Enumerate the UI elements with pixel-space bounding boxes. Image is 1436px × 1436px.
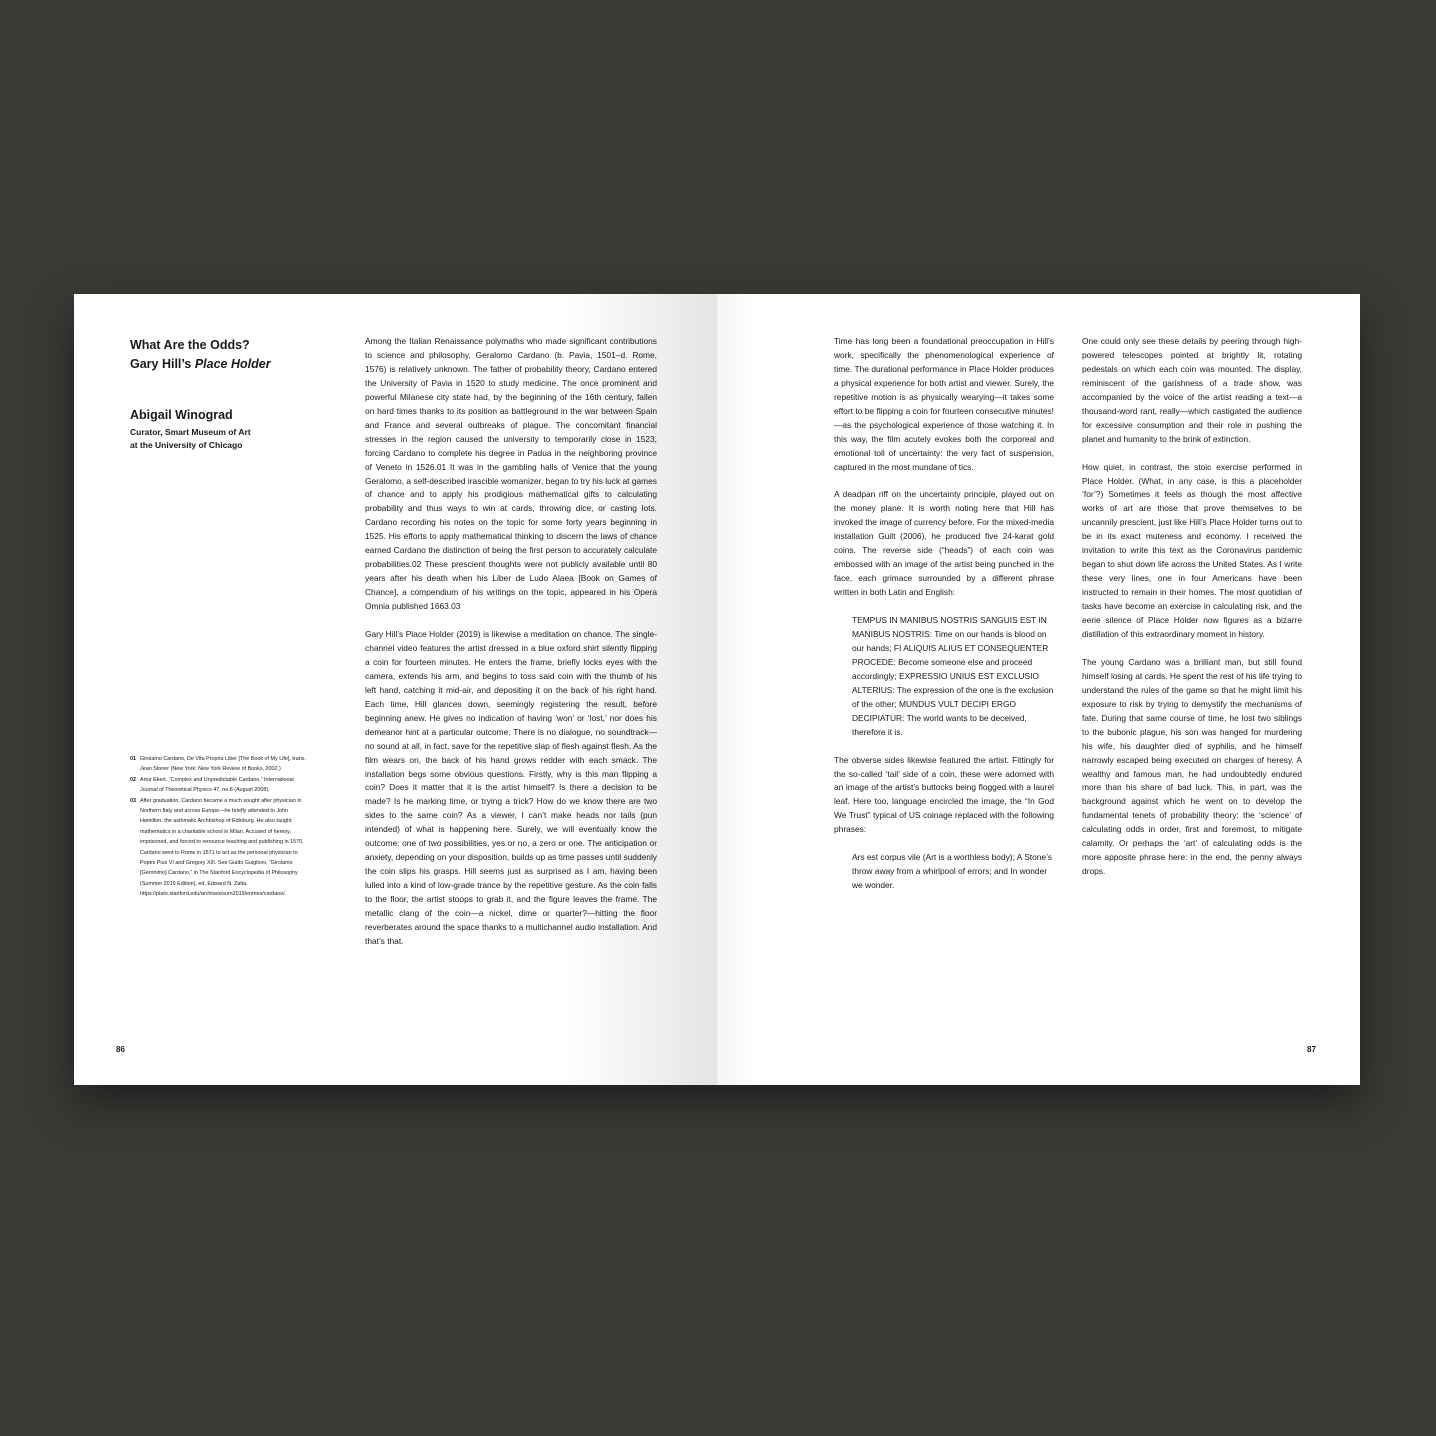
footnote-text: Girolamo Cardano, De Vita Propria Liber [The Book of My Life], trans. Jean Stoner (New York: New York Review of Books, 2002.) [140,756,306,773]
title-line-2-italic: Place Holder [194,357,271,371]
page-number-left: 86 [116,1045,125,1054]
footnote-01 [130,754,308,775]
footnotes [130,754,308,900]
footnote-text: After graduation, Cardano became a much sought after physician in Northern Italy and across Europe—he briefly attended to John Hamilton, the asthmatic Archbishop of Edinburg. He also taught mathematics in a charitable school in Milan. Accused of heresy, imprisoned, and forced to renounce teaching and publishing in 1570, Cardano went to Rome in 1571 to act as the personal physician to Popes Pius VI and Gregory XIII. See Guido Guiglioni, “Girolamo [Geronimo] Cardano,” in The Stanford Encyclopedia of Philosophy (Summer 2019 Edition), ed. Edward N. Zalta, https://plato.stanford.edu/archives/sum2019/entries/cardano/. [140,797,304,898]
author-affiliation [130,426,330,452]
affiliation-line-1: Curator, Smart Museum of Art [130,427,251,437]
book-spread [74,294,1360,1085]
page-number-right: 87 [1307,1045,1316,1054]
author-name: Abigail Winograd [130,408,233,422]
body-paragraph-1: Among the Italian Renaissance polymaths who made significant contributions to science and philosophy, Geralomo Cardano (b. Pavia, 1501–d. Rome, 1576) is relatively unknown. The father of probability theory, Cardano entered the University of Pavia in 1520 to study medicine. The once prominent and powerful Milanese city state had, by the beginning of the 16th century, fallen on hard times thanks to its position as battleground in the war between Spain and France and several outbreaks of plague. The concomitant financial stresses in the region caused the university to temporarily close in 1523, forcing Cardano to complete his degree in Padua in the neighboring province of Veneto in 1526.01 It was in the gambling halls of Venice that the young Geralomo, a self-described irascible womanizer, began to try his luck at games of chance and to apply his prodigious mathematical gifts to calculating probability and thus ways to win at cards, throwing dice, or casting lots. Cardano recording his notes on the topic for some forty years beginning in 1525. His efforts to apply mathematical thinking to discern the laws of chance earned Cardano the distinction of being the first person to accurately calculate probabilities.02 These prescient thoughts were not publicly available until 80 years after his death when his Liber de Ludo Alaea [Book on Games of Chance], a compendium of his writings on the topic, appeared in his Opera Omnia published 1663.03 [365,336,657,612]
title-line-2-prefix: Gary Hill’s [130,357,195,371]
tail-phrases-quote: Ars est corpus vile (Art is a worthless body); A Stone’s throw away from a whirlpool of errors; and In wonder we wonder. [852,852,1052,891]
right-page [717,294,1360,1085]
title-line-1: What Are the Odds? [130,338,250,352]
right-column-1 [834,335,1054,907]
left-body-column [365,335,657,963]
right-column-2 [1082,335,1302,893]
footnote-03 [130,796,308,900]
left-page [74,294,717,1085]
body-paragraph-6: One could only see these details by peering through high-powered telescopes pointed at brightly lit, rotating pedestals on which each coin was mounted. The display, reminiscent of the garishness of a trade show, was accompanied by the voice of the artist reading a text—a thousand-word rant, really—which castigated the audience for excessive consumption and their role in pushing the planet and humanity to the brink of extinction. [1082,336,1302,444]
footnote-number: 01 [130,756,136,762]
latin-phrases-quote: TEMPUS IN MANIBUS NOSTRIS SANGUIS EST IN MANIBUS NOSTRIS: Time on our hands is blood on our hands; FI ALIQUIS ALIUS ET CONSEQUENTER PROCEDE: Become someone else and proceed accordingly; EXPRESSIO UNIUS EST EXCLUSIO ALTERIUS: The expression of the one is the exclusion of the other; MUNDUS VULT DECIPI ERGO DECIPIATUR: The world wants to be deceived, therefore it is. [852,615,1054,737]
footnote-text: Artur Ekert. “Complex and Unpredictable Cardano,” International Journal of Theoretical Physics 47, no.8 (August 2008). [140,776,294,794]
body-paragraph-3: Time has long been a foundational preoccupation in Hill’s work, specifically the phenomenological experience of time. The durational performance in Place Holder produces a physical experience for both artist and viewer. Surely, the repetitive motion is as physically wearying—it takes some effort to be flipping a coin for fourteen consecutive minutes!—as the psychological experience of those watching it. In this way, the film acutely evokes both the corporeal and emotional toll of uncertainty: the very fact of suspension, captured in the most mundane of tics. [834,336,1054,472]
affiliation-line-2: at the University of Chicago [130,440,243,450]
footnote-number: 02 [130,776,136,783]
footnote-02 [130,775,308,796]
article-title [130,336,330,374]
body-paragraph-2: Gary Hill’s Place Holder (2019) is likewise a meditation on chance. The single-channel video features the artist dressed in a blue oxford shirt silently flipping a coin for fourteen minutes. He enters the frame, briefly locks eyes with the camera, extends his arm, and begins to toss said coin with the thumb of his left hand, catching it mid-air, and depositing it on the back of his right hand. Each time, Hill glances down, seemingly registering the result, before beginning anew. He gives no indication of having ‘won’ or ‘lost,’ nor does his demeanor hint at a particular outcome. There is no dialogue, no soundtrack—no sound at all, in fact, save for the repetitive slap of flesh against flesh. As the film wears on, the back of his hand grows redder with each smack. The installation begs some obvious questions. Firstly, why is this man flipping a coin? Does it matter that it is the artist himself? Is there a decision to be made? Is he marking time, or trying a trick? How do we know there are two sides to the same coin? As a viewer, I can’t make heads nor tails (pun intended) of what is happening here. Surely, we will eventually know the outcome: one of two possibilities, yes or no, a zero or one. The anticipation or anxiety, depending on your disposition, builds up as time passes until suddenly the coin slips his grasps. Hill seems just as surprised as I am, having been lulled into a kind of low-grade trance by the repetitive gesture. As the coin falls to the floor, the artist stoops to grab it, and the figure leaves the frame. The metallic clang of the coin—a nickel, dime or quarter?—hitting the floor reverberates around the space thanks to a multichannel audio installation. And that’s that. [365,629,657,946]
body-paragraph-7: How quiet, in contrast, the stoic exercise performed in Place Holder. (What, in any case, is this a placeholder ‘for’?) Sometimes it feels as though the most affective works of art are those that prove themselves to be uncannily prescient, just like Hill’s Place Holder turns out to be in its exact muteness and economy. I received the invitation to write this text as the Coronavirus pandemic began to shut down life across the United States. As I write these very lines, one in four Americans have been instructed to remain in their homes. The most quotidian of tasks have become an exercise in calculating risk, and the eerie silence of Place Holder now figures as a bizarre distillation of this extraordinary moment in history. [1082,461,1302,639]
body-paragraph-5: The obverse sides likewise featured the artist. Fittingly for the so-called ‘tail’ side of a coin, these were adorned with an image of the artist’s buttocks being flogged with a laurel leaf. Here too, language encircled the image, the “In God We Trust” typical of US coinage replaced with the following phrases: [834,754,1054,835]
footnote-number: 03 [130,797,136,804]
body-paragraph-4: A deadpan riff on the uncertainty principle, played out on the money plane. It is worth noting here that Hill has invoked the image of currency before. For the mixed-media installation Guilt (2006), he produced five 24-karat gold coins. The reverse side (“heads”) of each coin was embossed with an image of the artist being punched in the face, each grimace surrounded by a different phrase written in both Latin and English: [834,489,1054,598]
body-paragraph-8: The young Cardano was a brilliant man, but still found himself losing at cards. He spent the rest of his life trying to understand the rules of the game so that he might limit his exposure to risk by trying to demystify the mechanisms of fate. During that same course of time, he lost two siblings to the bubonic plague, his son was hanged for murdering his wife, his daughter died of syphilis, and he himself narrowly escaped being executed on charges of heresy. A wealthy and famous man, he had undoubtedly endured more than his share of bad luck. This, in part, was the background against which he went on to develop the fundamental tenets of probability theory: the ‘science’ of calculating odds in order, first and foremost, to mitigate calamity. Or perhaps the ‘art’ of calculating odds is the more apposite phrase here: in the end, the penny always drops. [1082,656,1302,877]
title-block [130,336,330,452]
